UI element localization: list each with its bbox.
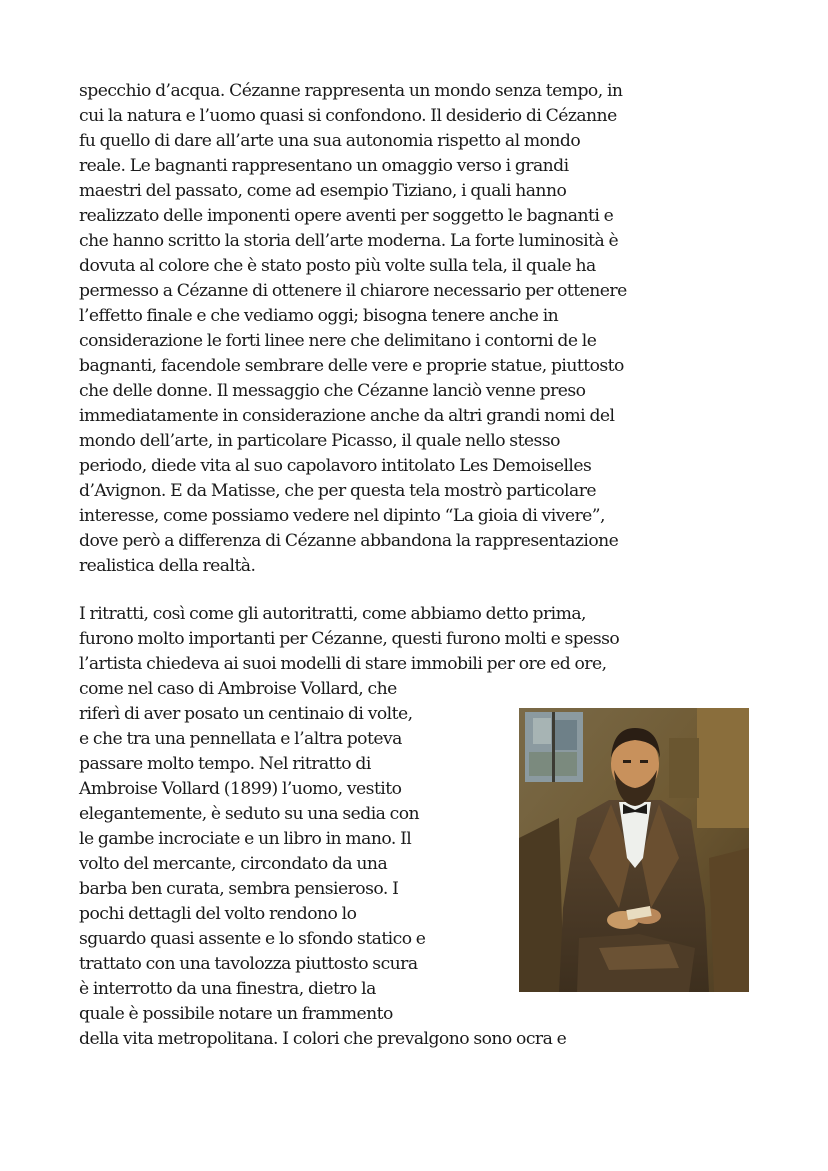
text-line: specchio d’acqua. Cézanne rappresenta un mondo senza tempo, in [79, 81, 623, 101]
text-line: volto del mercante, circondato da una [79, 854, 388, 874]
portrait-painting-icon [519, 708, 749, 992]
text-line: permesso a Cézanne di ottenere il chiarore necessario per ottenere [79, 281, 627, 301]
text-line: realizzato delle imponenti opere aventi per soggetto le bagnanti e [79, 206, 614, 226]
text-line: furono molto importanti per Cézanne, questi furono molti e spesso [79, 629, 620, 649]
text-line: immediatamente in considerazione anche da altri grandi nomi del [79, 406, 615, 426]
text-line: mondo dell’arte, in particolare Picasso, il quale nello stesso [79, 431, 560, 451]
text-line: periodo, diede vita al suo capolavoro intitolato Les Demoiselles [79, 456, 592, 476]
text-line: come nel caso di Ambroise Vollard, che [79, 679, 397, 699]
text-line: barba ben curata, sembra pensieroso. I [79, 879, 399, 899]
text-line: l’effetto finale e che vediamo oggi; bisogna tenere anche in [79, 306, 559, 326]
text-line: passare molto tempo. Nel ritratto di [79, 754, 371, 774]
text-line: reale. Le bagnanti rappresentano un omaggio verso i grandi [79, 156, 569, 176]
portrait-painting [519, 708, 749, 992]
text-line: considerazione le forti linee nere che delimitano i contorni de le [79, 331, 597, 351]
text-line: I ritratti, così come gli autoritratti, come abbiamo detto prima, [79, 604, 586, 624]
text-line: d’Avignon. E da Matisse, che per questa tela mostrò particolare [79, 481, 596, 501]
text-line: Ambroise Vollard (1899) l’uomo, vestito [79, 779, 402, 799]
text-line: realistica della realtà. [79, 556, 256, 576]
text-line: quale è possibile notare un frammento [79, 1004, 393, 1024]
text-line: le gambe incrociate e un libro in mano. Il [79, 829, 412, 849]
text-line: fu quello di dare all’arte una sua autonomia rispetto al mondo [79, 131, 581, 151]
text-line: interesse, come possiamo vedere nel dipinto “La gioia di vivere”, [79, 506, 605, 526]
text-line: che hanno scritto la storia dell’arte moderna. La forte luminosità è [79, 231, 619, 251]
text-line: che delle donne. Il messaggio che Cézanne lanciò venne preso [79, 381, 586, 401]
text-line: cui la natura e l’uomo quasi si confondono. Il desiderio di Cézanne [79, 106, 617, 126]
text-line: e che tra una pennellata e l’altra poteva [79, 729, 402, 749]
text-line: pochi dettagli del volto rendono lo [79, 904, 357, 924]
text-line: riferì di aver posato un centinaio di volte, [79, 704, 413, 724]
text-line: dovuta al colore che è stato posto più volte sulla tela, il quale ha [79, 256, 596, 276]
text-line: della vita metropolitana. I colori che prevalgono sono ocra e [79, 1029, 567, 1049]
text-line: trattato con una tavolozza piuttosto scura [79, 954, 418, 974]
text-line: è interrotto da una finestra, dietro la [79, 979, 376, 999]
text-line: dove però a differenza di Cézanne abbandona la rappresentazione [79, 531, 619, 551]
text-line: l’artista chiedeva ai suoi modelli di stare immobili per ore ed ore, [79, 654, 607, 674]
text-line: bagnanti, facendole sembrare delle vere e proprie statue, piuttosto [79, 356, 624, 376]
text-line: sguardo quasi assente e lo sfondo statico e [79, 929, 426, 949]
text-line: maestri del passato, come ad esempio Tiziano, i quali hanno [79, 181, 567, 201]
text-line: elegantemente, è seduto su una sedia con [79, 804, 420, 824]
